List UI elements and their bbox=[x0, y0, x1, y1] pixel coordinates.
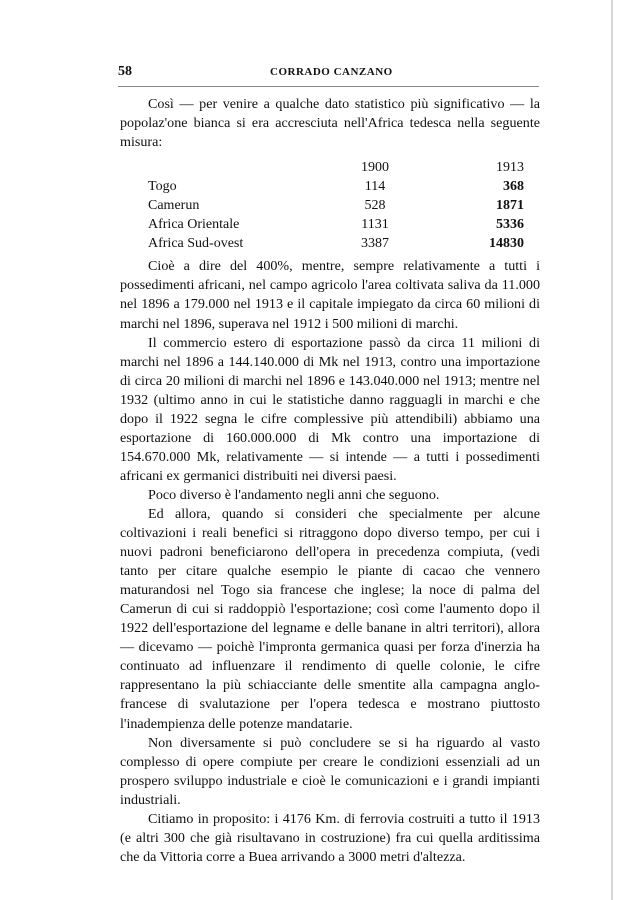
row-value-1900: 114 bbox=[364, 179, 386, 195]
table-header-row bbox=[148, 158, 524, 177]
paragraph-growth: Cioè a dire del 400%, mentre, sempre relativamente a tutti i possedimenti africani, nel campo agricolo l'area coltivata saliva da 11.000 nel 1896 a 179.000 nel 1913 e il capitale impiegato da circa 60 milioni di marchi nel 1896, superava nel 1912 i 500 milioni di marchi. bbox=[120, 258, 540, 332]
table-row bbox=[148, 196, 524, 215]
header-rule bbox=[118, 86, 539, 87]
row-name: Africa Sud-ovest bbox=[148, 236, 244, 252]
page-edge-rule bbox=[611, 0, 613, 900]
table-year-1913: 1913 bbox=[496, 160, 524, 176]
page-number: 58 bbox=[118, 64, 132, 79]
row-value-1913: 368 bbox=[503, 179, 524, 195]
row-value-1900: 3387 bbox=[361, 236, 389, 252]
running-head: CORRADO CANZANO bbox=[270, 66, 393, 78]
row-value-1913: 5336 bbox=[496, 217, 524, 233]
table-row bbox=[148, 177, 524, 196]
table-row bbox=[148, 215, 524, 234]
paragraph-railways: Citiamo in proposito: i 4176 Km. di ferrovia costruiti a tutto il 1913 (e altri 300 che già risultavano in costruzione) fra cui quella arditissima che da Vittoria corre a Buea arrivando a 3000 metri d'altezza. bbox=[120, 810, 540, 865]
paragraph-infrastructure: Non diversamente si può concludere se si ha riguardo al vasto complesso di opere compiute per creare le condizioni essenziali ad un prospero sviluppo industriale e cioè le comunicazioni e i grandi impianti industriali. bbox=[120, 734, 540, 808]
population-table bbox=[148, 158, 524, 253]
row-value-1913: 1871 bbox=[496, 198, 524, 214]
row-name: Camerun bbox=[148, 198, 200, 214]
row-value-1900: 1131 bbox=[361, 217, 389, 233]
row-value-1913: 14830 bbox=[489, 236, 524, 252]
paragraph-argument: Ed allora, quando si consideri che specialmente per alcune coltivazioni i reali benefici si ritraggono dopo diverso tempo, per cui i nuovi padroni beneficiarono dell'opera in precedenza compiuta, (vedi tanto per citare qualche esempio le piante di cacao che vennero maturandosi nel Togo sia francese che inglese; la noce di palma del Camerun di cui si raddoppiò l'esportazione; così come l'aumento dopo il 1922 dell'esportazione del legname e delle banane in altri territori), allora — dicevamo — poichè l'impronta germanica quasi per forza d'inerzia ha continuato ad influenzare il rendimento di quelle colonie, le cifre rappresentano la più schiacciante delle smentite alla campagna anglo-francese di svalutazione per l'opera tedesca e mostrano piuttosto l'inadempienza delle potenze mandatarie. bbox=[120, 505, 540, 732]
row-name: Togo bbox=[148, 179, 177, 195]
paragraph-trade: Il commercio estero di esportazione passò da circa 11 milioni di marchi nel 1896 a 144.140.000 di Mk nel 1913, contro una importazione di circa 20 milioni di marchi nel 1896 e 143.040.000 nel 1913; mentre nel 1932 (ultimo anno in cui le statistiche danno ragguagli in marchi e che dopo il 1922 segna le cifre complessive più attendibili) abbiamo una esportazione di 160.000.000 di Mk contro una importazione di 154.670.000 Mk, relativamente — si intende — a tutti i possedimenti africani ex germanici distribuiti nei diversi paesi. bbox=[120, 334, 540, 484]
paragraph-trend: Poco diverso è l'andamento negli anni che seguono. bbox=[148, 486, 440, 503]
table-row bbox=[148, 234, 524, 253]
row-name: Africa Orientale bbox=[148, 217, 240, 233]
page-header bbox=[118, 64, 538, 84]
row-value-1900: 528 bbox=[364, 198, 386, 214]
intro-paragraph: Così — per venire a qualche dato statistico più significativo — la popolaz'one bianca si era accresciuta nell'Africa tedesca nella seguente misura: bbox=[120, 96, 540, 151]
table-year-1900: 1900 bbox=[361, 160, 389, 176]
page-body bbox=[120, 95, 540, 867]
